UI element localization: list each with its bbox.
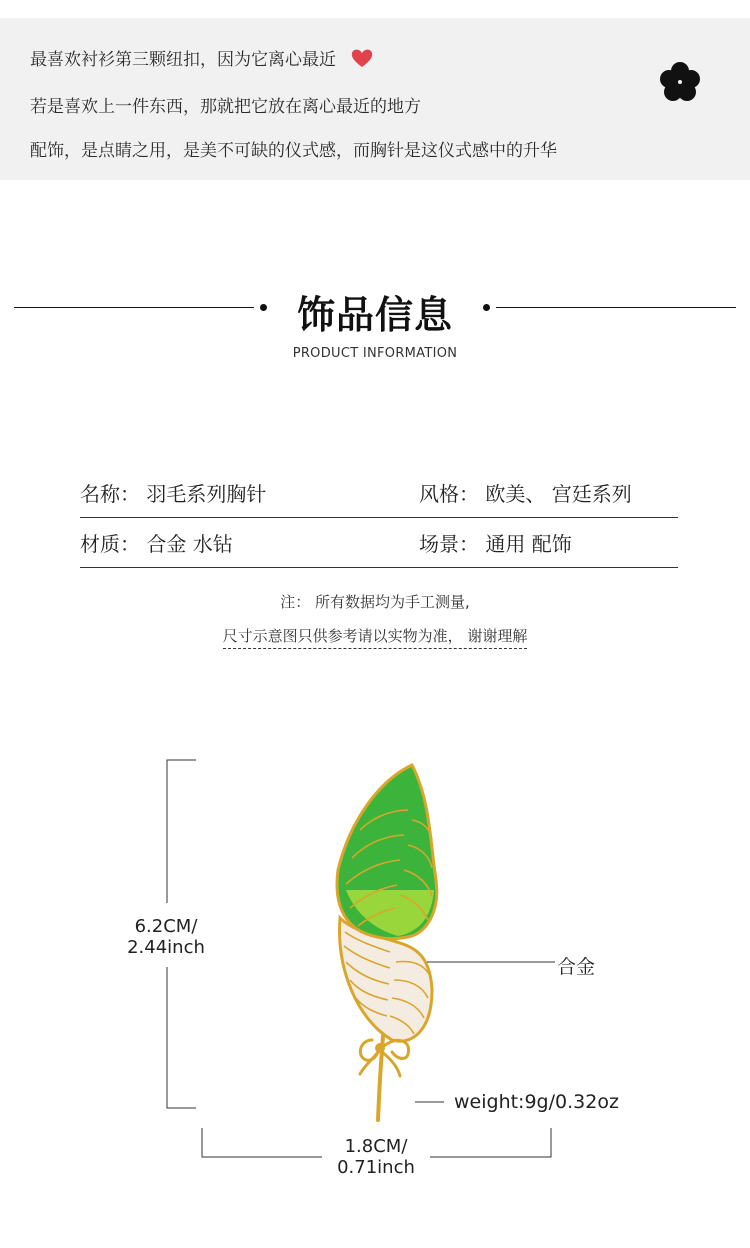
product-drawing — [0, 740, 750, 1180]
width-label — [326, 1136, 426, 1178]
info-row — [80, 468, 678, 518]
section-title: 饰品信息 — [296, 293, 453, 337]
info-scene: 场景： 通用 配饰 — [419, 532, 572, 556]
top-banner — [0, 18, 750, 180]
info-style: 风格： 欧美、 宫廷系列 — [419, 482, 632, 506]
brooch-bow — [360, 1040, 409, 1076]
width-dimension-left — [202, 1128, 322, 1157]
info-name: 名称： 羽毛系列胸针 — [80, 482, 267, 506]
title-dot-right — [483, 304, 490, 311]
section-title-row — [0, 280, 750, 336]
weight-callout: weight:9g/0.32oz — [454, 1091, 619, 1113]
product-info-table — [80, 468, 678, 568]
flower-icon — [657, 60, 703, 104]
section-subtitle: PRODUCT INFORMATION — [292, 346, 458, 361]
info-row — [80, 518, 678, 568]
width-label-cm: 1.8CM/ — [344, 1136, 408, 1157]
title-divider-right — [496, 307, 736, 308]
height-dimension-top — [167, 760, 196, 903]
note-line-2 — [0, 625, 750, 646]
feather-brooch — [337, 765, 437, 1120]
banner-line-1 — [30, 45, 373, 70]
height-label-inch: 2.44inch — [127, 937, 205, 958]
note-line-1: 注： 所有数据均为手工测量, — [280, 593, 470, 611]
banner-line-2: 若是喜欢上一件东西，那就把它放在离心最近的地方 — [30, 97, 421, 117]
banner-text-1: 最喜欢衬衫第三颗纽扣，因为它离心最近 — [30, 50, 336, 70]
height-dimension-bottom — [167, 967, 196, 1108]
height-label-cm: 6.2CM/ — [134, 916, 198, 937]
banner-line-3: 配饰，是点睛之用，是美不可缺的仪式感，而胸针是这仪式感中的升华 — [30, 141, 557, 161]
note-line-2-text: 尺寸示意图只供参考请以实物为准， 谢谢理解 — [223, 627, 528, 649]
material-callout: 合金 — [557, 956, 596, 978]
heart-icon — [351, 48, 373, 68]
height-label — [116, 916, 216, 958]
width-dimension-right — [430, 1128, 551, 1157]
width-label-inch: 0.71inch — [337, 1157, 415, 1178]
product-illustration-area — [0, 740, 750, 1180]
info-material: 材质： 合金 水钻 — [80, 532, 233, 556]
